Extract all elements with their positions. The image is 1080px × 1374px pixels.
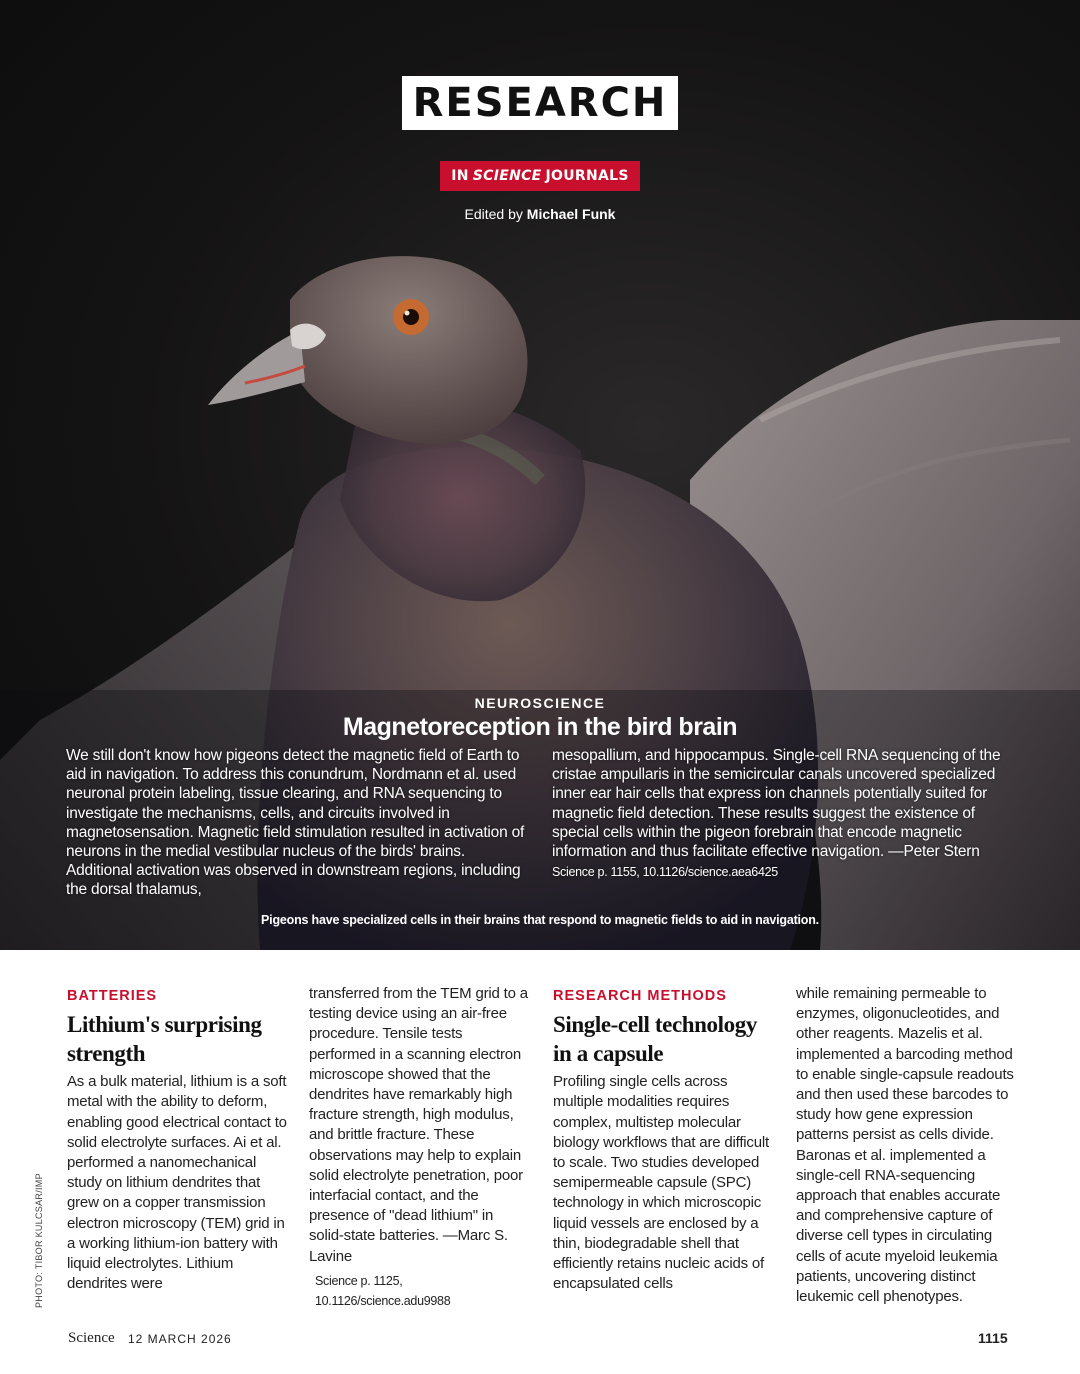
section-masthead: RESEARCH	[402, 76, 678, 130]
article-title: Lithium's surprising strength	[67, 1012, 262, 1067]
footer-date: 12 MARCH 2026	[128, 1332, 232, 1346]
article-body: As a bulk material, lithium is a soft metal with the ability to deform, enabling good electrical contact to solid electrolyte surfaces. Ai et al. performed a nanomechanical study on lithium dendrites that grew on a copper transmission electron microscopy (TEM) grid in a working lithium-ion battery with liquid electrolytes. Lithium dendrites were	[67, 1073, 287, 1293]
photo-caption: Pigeons have specialized cells in their brains that respond to magnetic fields to aid in navigation.	[261, 913, 819, 927]
section-label: RESEARCH METHODS	[553, 988, 727, 1004]
editor-name: Michael Funk	[526, 206, 616, 222]
page-number: 1115	[978, 1330, 1008, 1346]
feature-headline: Magnetoreception in the bird brain	[342, 713, 738, 741]
feature-reference: Science p. 1155, 10.1126/science.aea6425	[552, 865, 778, 880]
feature-body-right-column	[552, 746, 1014, 882]
section-label: BATTERIES	[67, 988, 158, 1004]
feature-kicker: NEUROSCIENCE	[474, 695, 606, 711]
footer-journal: Science	[68, 1330, 115, 1346]
article-batteries-col2	[309, 984, 529, 1311]
article-body: while remaining permeable to enzymes, oligonucleotides, and other reagents. Mazelis et al. implemented a barcoding method to enable single-capsule readouts and then used these barcodes to study how gene expression patterns persist as cells divide. Baronas et al. implemented a single-cell RNA-sequencing approach that enables accurate and comprehensive capture of diverse cell types in circulating cells of acute myeloid leukemia patients, uncovering distinct leukemic cell phenotypes.	[796, 985, 1014, 1306]
photo-credit: PHOTO: TIBOR KULCSAR/IMP	[34, 1173, 44, 1308]
tag-suffix: JOURNALS	[545, 168, 629, 184]
article-batteries-col1	[67, 984, 287, 1294]
tag-journal: SCIENCE	[472, 168, 542, 184]
tag-prefix: IN	[451, 168, 469, 184]
head	[290, 256, 528, 443]
feature-body-right: mesopallium, and hippocampus. Single-cell RNA sequencing of the cristae ampullaris in the semicircular canals uncovered specialized inner ear hair cells that express ion channels potentially suited for magnetic field detection. These results suggest the existence of special cells within the pigeon forebrain that encode magnetic information and thus facilitate effective navigation. —Peter Stern	[552, 747, 1001, 861]
section-tag	[440, 161, 640, 191]
article-body: Profiling single cells across multiple modalities requires complex, multistep molecular biology workflows that are difficult to scale. Two studies developed semipermeable capsule (SPC) technology in which microscopic liquid vessels are enclosed by a thin, biodegradable shell that efficiently retains nucleic acids of encapsulated cells	[553, 1073, 769, 1293]
article-title: Single-cell technology in a capsule	[553, 1012, 757, 1067]
editor-credit	[0, 206, 1080, 222]
beak	[208, 330, 305, 405]
edited-prefix: Edited by	[464, 206, 523, 222]
article-body: transferred from the TEM grid to a testing device using an air-free procedure. Tensile tests performed in a scanning electron microscope showed that the dendrites have remarkably high fracture strength, high modulus, and brittle fracture. These observations may help to explain solid electrolyte penetration, poor interfacial contact, and the presence of "dead lithium" in solid-state batteries. —Marc S. Lavine	[309, 985, 528, 1265]
article-reference: Science p. 1125, 10.1126/science.adu9988	[315, 1273, 451, 1309]
article-methods-col1	[553, 984, 773, 1294]
feature-body-left: We still don't know how pigeons detect the magnetic field of Earth to aid in navigation. To address this conundrum, Nordmann et al. used neuronal protein labeling, tissue clearing, and RNA sequencing to investigate the mechanisms, cells, and circuits involved in magnetosensation. Magnetic field stimulation resulted in activation of neurons in the medial vestibular nucleus of the birds' brains. Additional activation was observed in downstream regions, including the dorsal thalamus,	[66, 747, 525, 899]
article-methods-col2	[796, 984, 1016, 1307]
